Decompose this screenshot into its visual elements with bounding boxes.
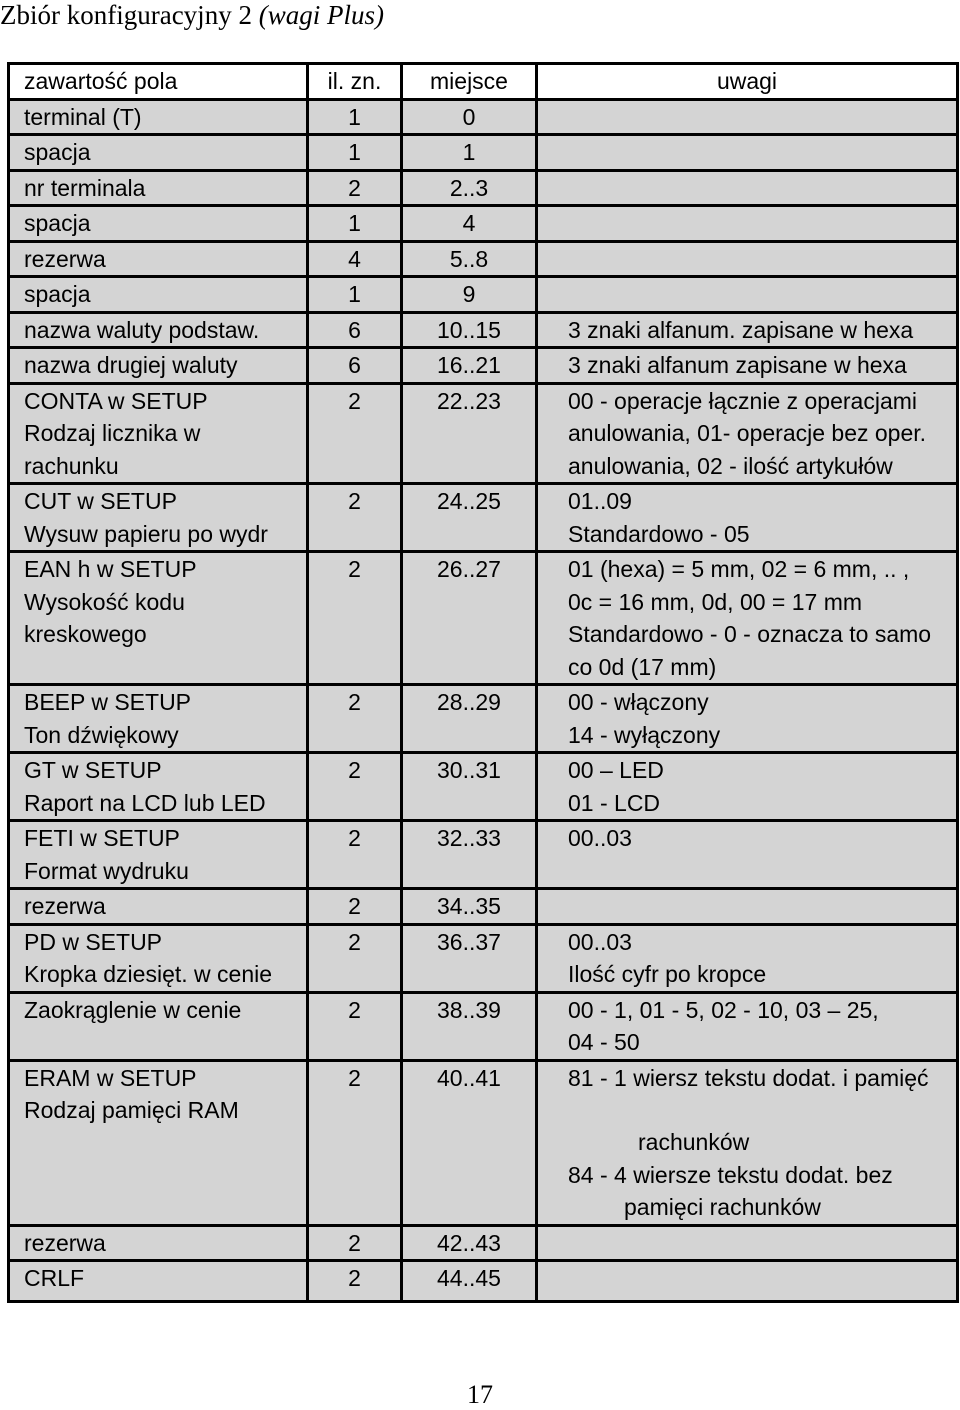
row-notes (537, 99, 958, 135)
notes-line: 01 - LCD (568, 789, 661, 816)
row-field: nr terminala (9, 170, 308, 206)
row-field: nazwa drugiej waluty (9, 348, 308, 384)
row-place: 36..37 (402, 924, 537, 992)
notes-line: 00..03 (568, 825, 632, 851)
notes-line: 00 – LED (568, 757, 664, 783)
field-line: BEEP w SETUP (24, 689, 192, 715)
row-field: rezerwa (9, 1225, 308, 1261)
row-notes (537, 1261, 958, 1302)
row-field (9, 821, 308, 889)
row-count: 2 (308, 170, 402, 206)
table-row (9, 992, 958, 1060)
row-field (9, 552, 308, 685)
field-line: Wysokość kodu (24, 588, 185, 615)
row-notes (537, 383, 958, 484)
notes-line: Standardowo - 05 (568, 520, 750, 547)
field-line: Format wydruku (24, 857, 189, 884)
row-count: 1 (308, 99, 402, 135)
row-field: nazwa waluty podstaw. (9, 312, 308, 348)
row-field (9, 383, 308, 484)
row-notes (537, 685, 958, 753)
row-count: 2 (308, 1060, 402, 1225)
row-count: 2 (308, 821, 402, 889)
header-field: zawartość pola (9, 64, 308, 100)
row-notes (537, 1060, 958, 1225)
header-count: il. zn. (308, 64, 402, 100)
table-row (9, 277, 958, 313)
row-field: CRLF (9, 1261, 308, 1302)
table-row (9, 753, 958, 821)
row-count: 2 (308, 992, 402, 1060)
notes-line: 00 - 1, 01 - 5, 02 - 10, 03 – 25, (568, 996, 879, 1023)
notes-line: 04 - 50 (568, 1029, 640, 1055)
row-notes (537, 206, 958, 242)
row-count: 2 (308, 685, 402, 753)
row-place: 28..29 (402, 685, 537, 753)
row-notes (537, 484, 958, 552)
row-count: 4 (308, 241, 402, 277)
row-place: 34..35 (402, 889, 537, 925)
table-row (9, 241, 958, 277)
row-place: 22..23 (402, 383, 537, 484)
row-place: 1 (402, 135, 537, 171)
row-field: spacja (9, 206, 308, 242)
field-line: Raport na LCD lub LED (24, 789, 266, 816)
row-notes (537, 821, 958, 889)
row-place: 10..15 (402, 312, 537, 348)
table-row (9, 170, 958, 206)
row-place: 9 (402, 277, 537, 313)
header-place: miejsce (402, 64, 537, 100)
notes-line: Standardowo - 0 - oznacza to samo (568, 621, 932, 647)
row-count: 2 (308, 1225, 402, 1261)
notes-line: 84 - 4 wiersze tekstu dodat. bez (568, 1161, 893, 1188)
row-field (9, 685, 308, 753)
row-count: 6 (308, 348, 402, 384)
notes-line: co 0d (17 mm) (568, 653, 717, 680)
table-header-row (9, 64, 958, 100)
row-notes (537, 277, 958, 313)
row-notes (537, 924, 958, 992)
row-notes (537, 889, 958, 925)
notes-line: Ilość cyfr po kropce (568, 961, 767, 987)
config-table (7, 62, 959, 1303)
notes-line: 01..09 (568, 488, 632, 514)
row-place: 2..3 (402, 170, 537, 206)
row-notes (537, 552, 958, 685)
row-place: 16..21 (402, 348, 537, 384)
title-main: Zbiór konfiguracyjny 2 (0, 0, 252, 30)
row-count: 1 (308, 277, 402, 313)
table-row (9, 484, 958, 552)
row-place: 5..8 (402, 241, 537, 277)
field-line: Kropka dziesięt. w cenie (24, 961, 273, 987)
row-place: 38..39 (402, 992, 537, 1060)
title-italic: (wagi Plus) (258, 0, 384, 30)
row-notes: 3 znaki alfanum. zapisane w hexa (537, 312, 958, 348)
row-field (9, 484, 308, 552)
row-place: 32..33 (402, 821, 537, 889)
row-count: 6 (308, 312, 402, 348)
row-notes (537, 241, 958, 277)
row-notes: 3 znaki alfanum zapisane w hexa (537, 348, 958, 384)
field-line: Ton dźwiękowy (24, 721, 179, 748)
field-line: GT w SETUP (24, 757, 162, 783)
row-place: 40..41 (402, 1060, 537, 1225)
row-field: terminal (T) (9, 99, 308, 135)
notes-line: rachunków (638, 1129, 750, 1155)
row-place: 0 (402, 99, 537, 135)
field-line: kreskowego (24, 621, 147, 647)
row-field: spacja (9, 135, 308, 171)
notes-spacer (568, 1094, 956, 1126)
row-count: 2 (308, 889, 402, 925)
row-field (9, 753, 308, 821)
table-row (9, 383, 958, 484)
field-line: CONTA w SETUP (24, 387, 208, 414)
row-count: 1 (308, 135, 402, 171)
table-row (9, 1261, 958, 1302)
notes-line: anulowania, 01- operacje bez oper. (568, 420, 927, 446)
table-row (9, 1060, 958, 1225)
row-place: 4 (402, 206, 537, 242)
row-field: spacja (9, 277, 308, 313)
field-line: CUT w SETUP (24, 488, 177, 514)
row-notes (537, 170, 958, 206)
notes-line: 00 - włączony (568, 689, 709, 715)
row-place: 42..43 (402, 1225, 537, 1261)
field-line: EAN h w SETUP (24, 556, 197, 582)
notes-line: 01 (hexa) = 5 mm, 02 = 6 mm, .. , (568, 556, 910, 582)
table-row (9, 821, 958, 889)
field-line: rachunku (24, 452, 119, 479)
table-row (9, 1225, 958, 1261)
row-count: 2 (308, 753, 402, 821)
table-row (9, 348, 958, 384)
field-line: Rodzaj licznika w (24, 420, 201, 446)
row-place: 44..45 (402, 1261, 537, 1302)
notes-line: 0c = 16 mm, 0d, 00 = 17 mm (568, 588, 863, 615)
header-notes: uwagi (537, 64, 958, 100)
notes-line: 00..03 (568, 928, 632, 955)
table-row (9, 685, 958, 753)
row-notes (537, 753, 958, 821)
field-line: FETI w SETUP (24, 825, 180, 851)
field-line: PD w SETUP (24, 928, 163, 955)
notes-line: pamięci rachunków (624, 1194, 821, 1220)
row-field: Zaokrąglenie w cenie (9, 992, 308, 1060)
row-place: 24..25 (402, 484, 537, 552)
table-row (9, 99, 958, 135)
field-line: ERAM w SETUP (24, 1064, 197, 1091)
row-notes (537, 992, 958, 1060)
row-field (9, 924, 308, 992)
table-row (9, 135, 958, 171)
field-line: Rodzaj pamięci RAM (24, 1097, 239, 1123)
notes-line: 81 - 1 wiersz tekstu dodat. i pamięć (568, 1064, 929, 1091)
row-count: 1 (308, 206, 402, 242)
row-field: rezerwa (9, 241, 308, 277)
notes-line: 00 - operacje łącznie z operacjami (568, 387, 918, 414)
row-count: 2 (308, 484, 402, 552)
page-number: 17 (467, 1380, 493, 1409)
row-count: 2 (308, 1261, 402, 1302)
table-row (9, 924, 958, 992)
row-place: 26..27 (402, 552, 537, 685)
row-count: 2 (308, 383, 402, 484)
row-notes (537, 135, 958, 171)
row-place: 30..31 (402, 753, 537, 821)
row-notes (537, 1225, 958, 1261)
table-row (9, 889, 958, 925)
row-count: 2 (308, 552, 402, 685)
table-row (9, 206, 958, 242)
table-row (9, 552, 958, 685)
row-field: rezerwa (9, 889, 308, 925)
table-row (9, 312, 958, 348)
row-count: 2 (308, 924, 402, 992)
field-line: Wysuw papieru po wydr (24, 520, 268, 547)
page-title (0, 0, 384, 30)
notes-line: 14 - wyłączony (568, 721, 721, 748)
row-field (9, 1060, 308, 1225)
notes-line: anulowania, 02 - ilość artykułów (568, 452, 893, 479)
